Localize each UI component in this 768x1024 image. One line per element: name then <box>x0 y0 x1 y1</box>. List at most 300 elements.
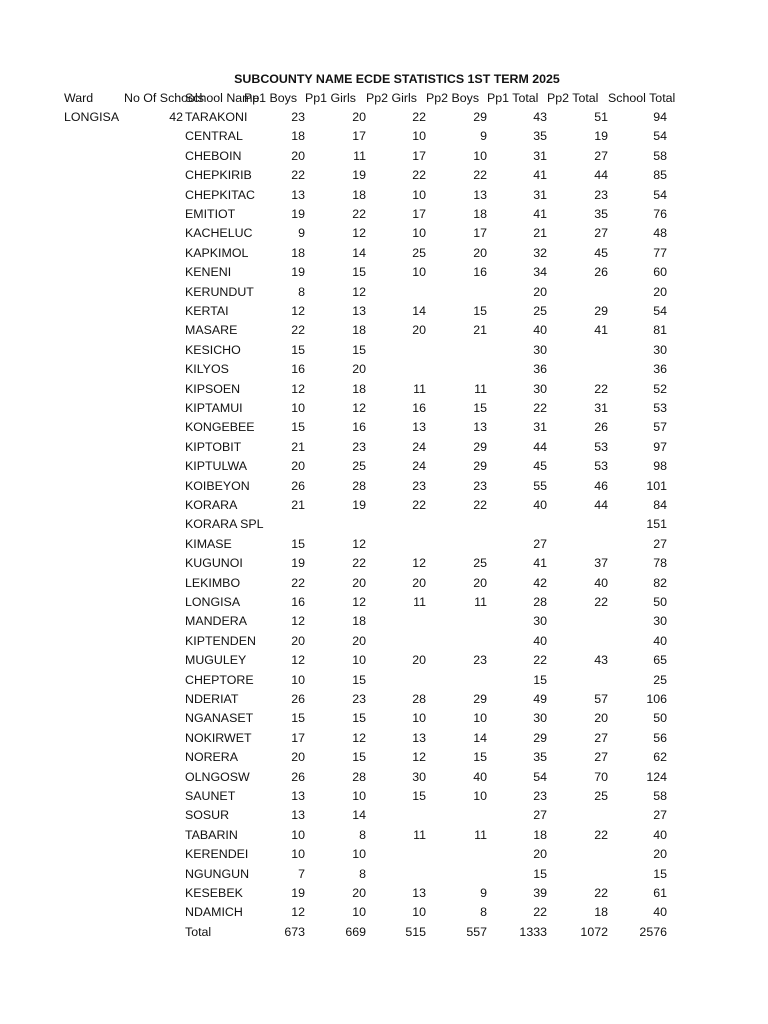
pp2-girls-cell <box>366 535 426 554</box>
header-ward: Ward <box>64 90 94 105</box>
pp2-girls-cell: 24 <box>412 459 426 474</box>
pp1-boys-cell: 17 <box>291 730 305 745</box>
ward-cell: LONGISA <box>64 110 120 124</box>
pp2-girls-cell: 23 <box>412 478 426 493</box>
pp2-girls-cell <box>366 360 426 379</box>
school-name-cell: MANDERA <box>185 614 247 629</box>
pp2-boys-cell <box>426 845 487 864</box>
school-total-cell: 27 <box>653 808 667 823</box>
pp1-girls-cell: 12 <box>352 284 366 299</box>
pp2-boys-cell: 40 <box>473 769 487 784</box>
pp1-boys-cell: 7 <box>298 866 305 881</box>
pp1-girls-cell <box>305 515 366 534</box>
pp2-boys-cell: 15 <box>473 750 487 765</box>
pp1-girls-cell: 11 <box>353 148 366 163</box>
table-row <box>0 457 768 476</box>
pp1-total-cell: 41 <box>533 168 547 183</box>
pp2-boys-cell: 29 <box>473 110 487 124</box>
pp2-total-cell: 43 <box>594 653 608 668</box>
pp2-girls-cell <box>366 283 426 302</box>
school-total-cell: 40 <box>653 905 667 920</box>
sheet-title: SUBCOUNTY NAME ECDE STATISTICS 1ST TERM 2025 <box>234 72 560 86</box>
pp1-total-cell: 40 <box>533 323 547 338</box>
school-name-cell: KIMASE <box>185 536 232 551</box>
school-total-cell: 57 <box>653 420 667 435</box>
pp1-girls-cell: 22 <box>352 556 366 571</box>
table-row <box>0 263 768 282</box>
total-pp1-girls: 669 <box>345 924 366 939</box>
school-name-cell: NGANASET <box>185 711 254 726</box>
pp2-girls-cell: 11 <box>413 827 426 842</box>
school-name-cell: KOIBEYON <box>185 478 250 493</box>
pp1-total-cell: 55 <box>533 478 547 493</box>
table-row <box>0 612 768 631</box>
pp1-boys-cell: 22 <box>291 323 305 338</box>
pp2-total-cell: 18 <box>594 905 608 920</box>
school-total-cell: 62 <box>653 750 667 765</box>
school-total-cell: 61 <box>653 886 667 900</box>
header-school-name: School Name <box>185 90 260 105</box>
pp1-total-cell: 39 <box>533 886 547 900</box>
school-total-cell: 106 <box>646 692 667 706</box>
school-name-cell: MUGULEY <box>185 653 247 668</box>
table-row <box>0 418 768 437</box>
table-row <box>0 399 768 418</box>
pp2-girls-cell: 14 <box>412 304 426 318</box>
pp1-girls-cell: 10 <box>352 905 366 920</box>
table-row <box>0 690 768 709</box>
pp1-girls-cell: 18 <box>352 187 366 202</box>
school-total-cell: 81 <box>653 323 667 338</box>
school-name-cell: KERTAI <box>185 304 229 318</box>
pp2-boys-cell: 9 <box>480 886 487 900</box>
school-name-cell: KERENDEI <box>185 847 249 862</box>
pp2-total-cell: 44 <box>594 168 608 183</box>
pp1-boys-cell: 13 <box>291 808 305 823</box>
pp1-girls-cell: 15 <box>352 265 366 280</box>
pp2-total-cell: 40 <box>594 575 608 590</box>
school-total-cell: 85 <box>653 168 667 183</box>
pp2-boys-cell <box>426 632 487 651</box>
pp1-total-cell: 41 <box>533 207 547 221</box>
pp2-boys-cell <box>426 612 487 631</box>
pp1-total-cell: 36 <box>533 362 547 377</box>
pp1-boys-cell: 21 <box>291 439 305 454</box>
table-row <box>0 108 768 127</box>
pp2-boys-cell: 22 <box>473 168 487 183</box>
pp2-total-cell <box>547 341 608 360</box>
school-name-cell: EMITIOT <box>185 207 236 221</box>
school-total-cell: 58 <box>653 148 667 163</box>
pp1-total-cell: 28 <box>533 595 547 609</box>
pp1-girls-cell: 19 <box>352 168 366 183</box>
table-row <box>0 360 768 379</box>
school-total-cell: 25 <box>653 672 667 687</box>
header-school-total: School Total <box>608 90 676 105</box>
pp2-total-cell: 70 <box>594 769 608 784</box>
pp1-boys-cell: 26 <box>291 769 305 784</box>
pp2-girls-cell: 11 <box>413 381 426 396</box>
school-name-cell: KESICHO <box>185 342 241 357</box>
header-pp2-total: Pp2 Total <box>547 90 599 105</box>
total-pp2-total: 1072 <box>580 924 608 939</box>
school-name-cell: KIPSOEN <box>185 381 241 396</box>
pp2-girls-cell <box>366 612 426 631</box>
pp2-total-cell <box>547 283 608 302</box>
pp1-girls-cell: 15 <box>352 750 366 765</box>
pp1-boys-cell: 16 <box>291 362 305 377</box>
pp1-total-cell: 34 <box>533 265 547 280</box>
pp1-girls-cell: 20 <box>352 886 366 900</box>
pp1-total-cell: 22 <box>533 653 547 668</box>
pp1-girls-cell: 10 <box>352 789 366 803</box>
school-total-cell: 84 <box>653 498 667 512</box>
pp1-total-cell: 42 <box>533 575 547 590</box>
pp2-girls-cell: 20 <box>412 323 426 338</box>
pp1-boys-cell: 26 <box>291 692 305 706</box>
pp2-boys-cell <box>426 360 487 379</box>
pp1-boys-cell: 10 <box>291 401 305 415</box>
pp2-boys-cell: 10 <box>473 711 487 726</box>
pp2-boys-cell: 10 <box>473 148 487 163</box>
school-total-cell: 53 <box>653 401 667 415</box>
pp1-total-cell: 20 <box>533 284 547 299</box>
table-row <box>0 826 768 845</box>
pp2-boys-cell: 25 <box>473 556 487 571</box>
table-row <box>0 806 768 825</box>
pp2-girls-cell: 20 <box>412 653 426 668</box>
pp2-girls-cell: 17 <box>412 148 426 163</box>
pp2-boys-cell: 23 <box>473 653 487 668</box>
school-name-cell: SAUNET <box>185 789 236 803</box>
table-row <box>0 205 768 224</box>
school-name-cell: NORERA <box>185 750 239 765</box>
pp1-girls-cell: 25 <box>352 459 366 474</box>
pp1-boys-cell: 13 <box>291 789 305 803</box>
pp1-total-cell: 21 <box>533 226 547 241</box>
pp2-girls-cell: 28 <box>412 692 426 706</box>
pp2-girls-cell: 15 <box>412 789 426 803</box>
header-pp1-boys: Pp1 Boys <box>244 90 298 105</box>
pp1-total-cell: 27 <box>533 808 547 823</box>
school-total-cell: 48 <box>653 226 667 241</box>
pp2-girls-cell: 13 <box>412 886 426 900</box>
pp1-girls-cell: 15 <box>352 711 366 726</box>
pp1-girls-cell: 23 <box>352 692 366 706</box>
pp2-girls-cell <box>366 671 426 690</box>
table-row <box>0 632 768 651</box>
pp1-total-cell: 41 <box>533 556 547 571</box>
pp1-girls-cell: 28 <box>352 769 366 784</box>
table-row <box>0 147 768 166</box>
table-row <box>0 768 768 787</box>
pp1-boys-cell: 26 <box>291 478 305 493</box>
pp2-boys-cell: 13 <box>473 420 487 435</box>
pp2-girls-cell <box>366 806 426 825</box>
pp2-boys-cell: 22 <box>473 498 487 512</box>
pp2-boys-cell <box>426 535 487 554</box>
pp2-total-cell: 26 <box>594 265 608 280</box>
pp2-boys-cell: 16 <box>473 265 487 280</box>
pp2-total-cell <box>547 671 608 690</box>
table-row <box>0 651 768 670</box>
total-school-total: 2576 <box>639 924 667 939</box>
pp2-girls-cell: 30 <box>412 769 426 784</box>
school-total-cell: 40 <box>653 827 667 842</box>
pp2-total-cell: 27 <box>594 730 608 745</box>
pp1-boys-cell: 16 <box>291 595 305 609</box>
pp2-girls-cell: 20 <box>412 575 426 590</box>
pp1-girls-cell: 8 <box>359 866 366 881</box>
school-name-cell: LONGISA <box>185 595 241 609</box>
pp2-girls-cell: 22 <box>412 498 426 512</box>
pp2-boys-cell: 8 <box>480 905 487 920</box>
header-pp2-boys: Pp2 Boys <box>426 90 480 105</box>
pp2-boys-cell: 11 <box>474 381 487 396</box>
pp1-total-cell: 30 <box>533 381 547 396</box>
total-pp2-girls: 515 <box>405 924 426 939</box>
pp1-total-cell: 31 <box>533 187 547 202</box>
pp1-girls-cell: 12 <box>352 730 366 745</box>
school-name-cell: LEKIMBO <box>185 575 241 590</box>
pp1-boys-cell: 20 <box>291 633 305 648</box>
pp2-total-cell <box>547 806 608 825</box>
pp1-girls-cell: 16 <box>352 420 366 435</box>
pp1-boys-cell: 10 <box>291 672 305 687</box>
school-name-cell: KERUNDUT <box>185 284 254 299</box>
pp2-girls-cell: 12 <box>412 750 426 765</box>
pp2-total-cell: 23 <box>594 187 608 202</box>
pp1-total-cell: 54 <box>533 769 547 784</box>
pp1-girls-cell: 12 <box>352 595 366 609</box>
pp2-total-cell: 22 <box>594 595 608 609</box>
school-total-cell: 82 <box>653 575 667 590</box>
pp1-total-cell: 25 <box>533 304 547 318</box>
pp1-girls-cell: 20 <box>352 575 366 590</box>
pp1-total-cell: 32 <box>533 245 547 260</box>
pp1-boys-cell: 22 <box>291 575 305 590</box>
header-pp1-girls: Pp1 Girls <box>305 90 356 105</box>
pp1-girls-cell: 8 <box>359 827 366 842</box>
school-total-cell: 15 <box>653 866 667 881</box>
table-row <box>0 554 768 573</box>
pp1-boys-cell: 19 <box>291 886 305 900</box>
pp2-boys-cell: 15 <box>473 401 487 415</box>
pp1-total-cell: 45 <box>533 459 547 474</box>
pp1-girls-cell: 22 <box>352 207 366 221</box>
school-total-cell: 27 <box>653 536 667 551</box>
pp2-girls-cell: 24 <box>412 439 426 454</box>
pp1-boys-cell: 21 <box>291 498 305 512</box>
school-name-cell: KENENI <box>185 265 232 280</box>
pp2-boys-cell: 17 <box>473 226 487 241</box>
total-pp2-boys: 557 <box>466 924 487 939</box>
pp2-total-cell: 19 <box>594 129 608 144</box>
pp1-girls-cell: 12 <box>352 226 366 241</box>
school-name-cell: TABARIN <box>185 827 238 842</box>
pp1-boys-cell <box>244 515 305 534</box>
school-name-cell: KONGEBEE <box>185 420 255 435</box>
pp1-boys-cell: 13 <box>291 187 305 202</box>
pp2-girls-cell: 22 <box>412 110 426 124</box>
table-row <box>0 341 768 360</box>
pp2-boys-cell: 29 <box>473 459 487 474</box>
pp2-boys-cell: 29 <box>473 439 487 454</box>
school-name-cell: TARAKONI <box>185 110 248 124</box>
pp1-total-cell: 15 <box>533 866 547 881</box>
table-row <box>0 593 768 612</box>
pp2-girls-cell <box>366 515 426 534</box>
pp2-girls-cell: 10 <box>412 226 426 241</box>
school-name-cell: KESEBEK <box>185 886 243 900</box>
pp1-total-cell: 35 <box>533 129 547 144</box>
pp2-girls-cell: 17 <box>412 207 426 221</box>
school-name-cell: KIPTENDEN <box>185 633 256 648</box>
pp1-total-cell: 40 <box>533 633 547 648</box>
pp1-girls-cell: 20 <box>352 633 366 648</box>
pp1-total-cell <box>487 515 547 534</box>
school-total-cell: 40 <box>653 633 667 648</box>
pp1-total-cell: 30 <box>533 711 547 726</box>
pp1-boys-cell: 22 <box>291 168 305 183</box>
school-name-cell: KAPKIMOL <box>185 245 249 260</box>
school-name-cell: SOSUR <box>185 808 230 823</box>
pp2-girls-cell <box>366 865 426 884</box>
school-total-cell: 30 <box>653 614 667 629</box>
pp2-total-cell <box>547 632 608 651</box>
pp2-girls-cell: 13 <box>412 420 426 435</box>
total-label: Total <box>185 924 212 939</box>
pp1-girls-cell: 12 <box>352 536 366 551</box>
pp2-total-cell: 44 <box>594 498 608 512</box>
school-name-cell: CENTRAL <box>185 129 243 144</box>
table-row <box>0 166 768 185</box>
pp1-boys-cell: 15 <box>291 536 305 551</box>
pp1-girls-cell: 18 <box>352 381 366 396</box>
pp2-total-cell: 22 <box>594 886 608 900</box>
school-count-cell: 42 <box>169 110 183 124</box>
school-total-cell: 54 <box>653 187 667 202</box>
pp2-boys-cell: 11 <box>474 827 487 842</box>
pp1-boys-cell: 8 <box>298 284 305 299</box>
pp2-boys-cell: 11 <box>474 595 487 609</box>
school-name-cell: KIPTOBIT <box>185 439 242 454</box>
school-name-cell: CHEBOIN <box>185 148 242 163</box>
pp2-total-cell: 31 <box>594 401 608 415</box>
school-total-cell: 77 <box>653 245 667 260</box>
pp2-boys-cell <box>426 341 487 360</box>
pp1-boys-cell: 12 <box>291 381 305 396</box>
table-row <box>0 884 768 903</box>
pp2-girls-cell <box>366 632 426 651</box>
table-row <box>0 574 768 593</box>
table-row <box>0 321 768 340</box>
pp1-total-cell: 31 <box>533 420 547 435</box>
pp1-total-cell: 27 <box>533 536 547 551</box>
school-total-cell: 151 <box>646 517 667 532</box>
pp1-girls-cell: 18 <box>352 323 366 338</box>
pp2-total-cell: 37 <box>594 556 608 571</box>
pp1-total-cell: 22 <box>533 905 547 920</box>
table-row <box>0 535 768 554</box>
pp2-total-cell: 27 <box>594 226 608 241</box>
table-row <box>0 845 768 864</box>
pp2-boys-cell: 15 <box>473 304 487 318</box>
pp1-girls-cell: 15 <box>352 342 366 357</box>
pp1-girls-cell: 20 <box>352 110 366 124</box>
school-total-cell: 56 <box>653 730 667 745</box>
header-pp1-total: Pp1 Total <box>487 90 539 105</box>
pp1-boys-cell: 15 <box>291 420 305 435</box>
pp1-boys-cell: 10 <box>291 847 305 862</box>
school-name-cell: CHEPKITAC <box>185 187 255 202</box>
pp1-boys-cell: 15 <box>291 342 305 357</box>
school-name-cell: KORARA <box>185 498 238 512</box>
table-row <box>0 302 768 321</box>
table-row <box>0 787 768 806</box>
school-total-cell: 54 <box>653 129 667 144</box>
pp1-girls-cell: 18 <box>352 614 366 629</box>
table-row <box>0 438 768 457</box>
pp2-boys-cell: 20 <box>473 245 487 260</box>
pp2-total-cell: 25 <box>594 789 608 803</box>
pp2-girls-cell: 22 <box>412 168 426 183</box>
pp1-total-cell: 31 <box>533 148 547 163</box>
pp1-boys-cell: 19 <box>291 207 305 221</box>
school-name-cell: KACHELUC <box>185 226 253 241</box>
school-name-cell: NGUNGUN <box>185 866 250 881</box>
school-total-cell: 20 <box>653 284 667 299</box>
table-row <box>0 283 768 302</box>
pp1-girls-cell: 19 <box>352 498 366 512</box>
school-name-cell: NDERIAT <box>185 692 239 706</box>
pp2-total-cell: 46 <box>594 478 608 493</box>
pp2-girls-cell: 25 <box>412 245 426 260</box>
school-total-cell: 30 <box>653 342 667 357</box>
pp2-boys-cell: 23 <box>473 478 487 493</box>
pp1-girls-cell: 28 <box>352 478 366 493</box>
pp2-boys-cell: 18 <box>473 207 487 221</box>
table-row <box>0 865 768 884</box>
pp1-boys-cell: 12 <box>291 905 305 920</box>
pp1-boys-cell: 19 <box>291 556 305 571</box>
pp1-boys-cell: 15 <box>291 711 305 726</box>
table-row <box>0 671 768 690</box>
pp2-total-cell: 27 <box>594 750 608 765</box>
pp1-total-cell: 30 <box>533 614 547 629</box>
pp2-total-cell: 57 <box>594 692 608 706</box>
pp2-boys-cell <box>426 515 487 534</box>
table-row <box>0 729 768 748</box>
pp2-total-cell <box>547 360 608 379</box>
school-name-cell: KILYOS <box>185 362 229 377</box>
pp2-total-cell: 29 <box>594 304 608 318</box>
pp2-girls-cell: 10 <box>412 265 426 280</box>
school-total-cell: 36 <box>653 362 667 377</box>
pp1-boys-cell: 10 <box>291 827 305 842</box>
school-name-cell: CHEPKIRIB <box>185 168 252 183</box>
pp1-girls-cell: 15 <box>352 672 366 687</box>
pp2-boys-cell <box>426 865 487 884</box>
school-total-cell: 50 <box>653 711 667 726</box>
table-row <box>0 224 768 243</box>
pp2-total-cell: 27 <box>594 148 608 163</box>
pp1-girls-cell: 10 <box>352 653 366 668</box>
pp2-boys-cell: 21 <box>473 323 487 338</box>
table-row <box>0 515 768 534</box>
school-total-cell: 60 <box>653 265 667 280</box>
pp2-total-cell: 26 <box>594 420 608 435</box>
